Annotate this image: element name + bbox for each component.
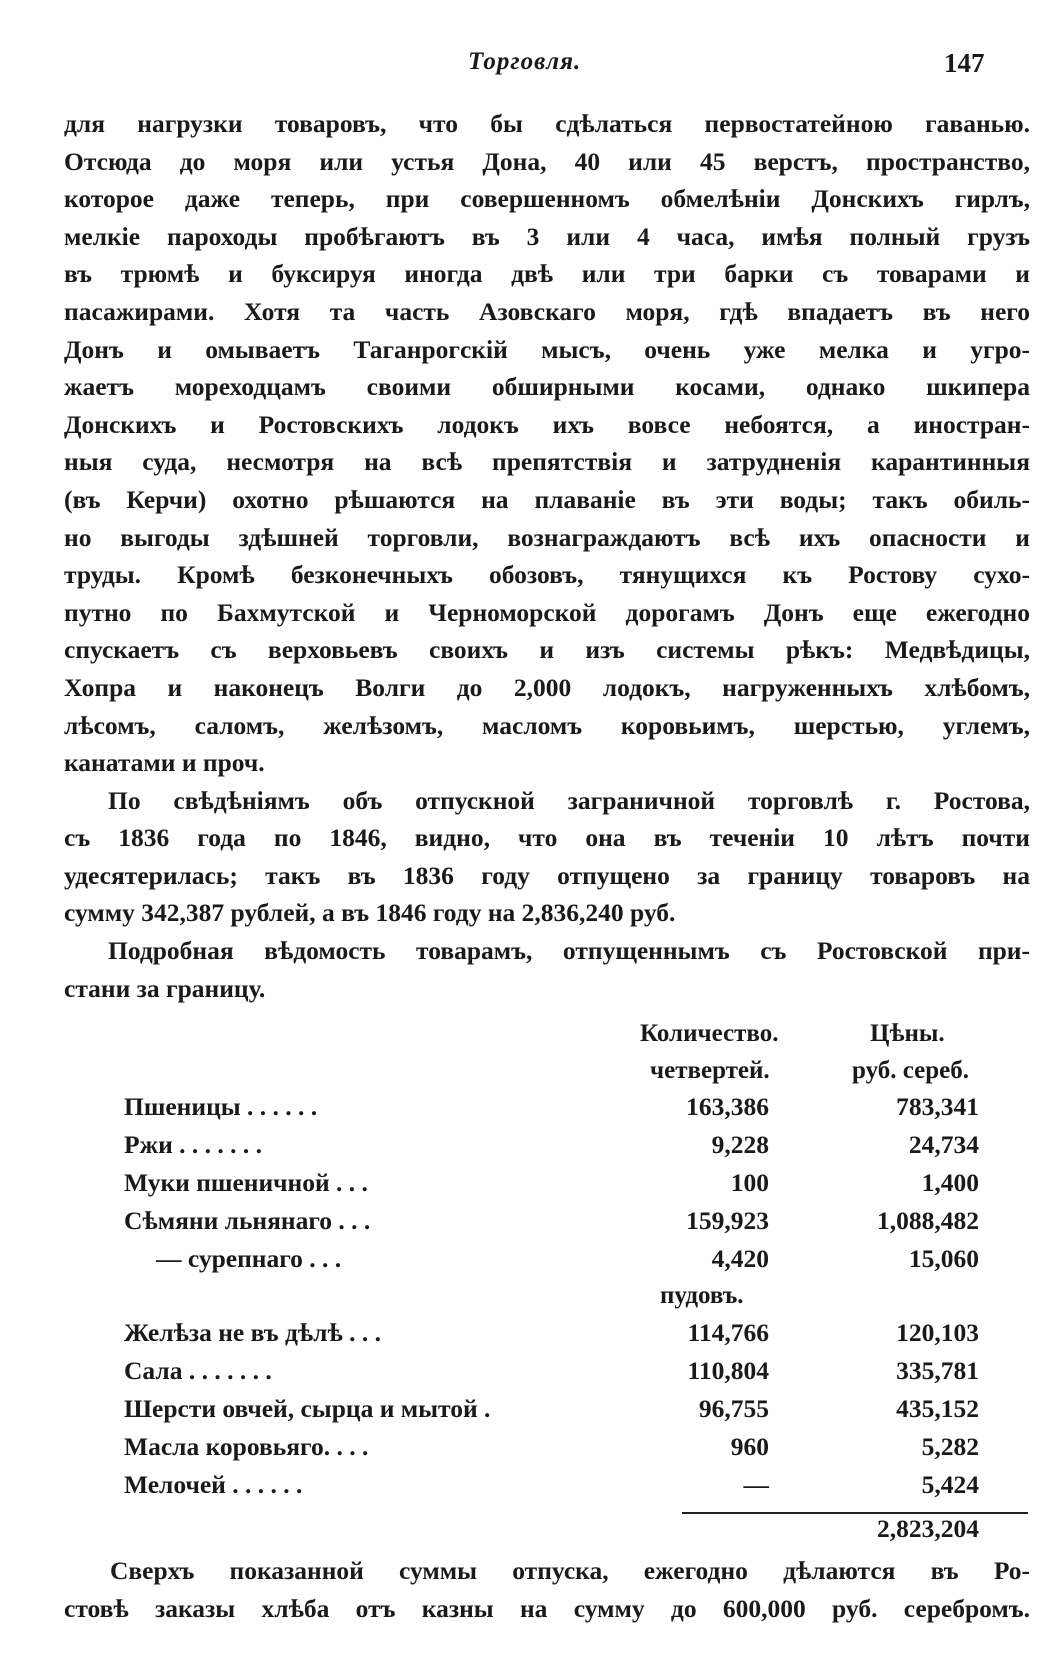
row-name: Сала . . . . . . . <box>124 1356 272 1385</box>
unit-subheader-row <box>0 1282 1061 1318</box>
text-line: канатами и проч. <box>64 748 265 778</box>
text-line: (въ Керчи) охотно рѣшаются на плаваніе въ эти воды; такъ обиль- <box>64 484 1030 514</box>
text-line: Сверхъ показанной суммы отпуска, ежегодно дѣлаются въ Ро- <box>110 1556 1030 1585</box>
row-price: 1,088,482 <box>877 1206 979 1235</box>
body-paragraphs <box>64 105 1030 1007</box>
text-line: ныя суда, несмотря на всѣ препятствія и затрудненія карантинныя <box>64 447 1030 477</box>
text-line: жаетъ мореходцамъ своими обширными косами, однако шкипера <box>64 372 1030 402</box>
qty-column-header: Количество. <box>640 1020 779 1047</box>
table-row <box>0 1356 1061 1394</box>
text-line: лѣсомъ, саломъ, желѣзомъ, масломъ коровьимъ, шерстью, углемъ, <box>64 710 1030 740</box>
text-line: удесятерилась; такъ въ 1836 году отпущено за границу товаровъ на <box>64 860 1030 890</box>
text-line: которое даже теперь, при совершенномъ обмелѣніи Донскихъ гирлъ, <box>64 184 1030 214</box>
row-qty: 110,804 <box>687 1356 769 1385</box>
table-row <box>0 1470 1061 1508</box>
goods-table <box>0 1092 1061 1508</box>
page-header <box>0 48 1061 88</box>
text-line: пасажирами. Хотя та часть Азовскаго моря, гдѣ впадаетъ въ него <box>64 296 1030 326</box>
text-line: путно по Бахмутской и Черноморской дорогамъ Донъ еще ежегодно <box>64 597 1030 627</box>
table-row <box>0 1432 1061 1470</box>
row-qty: 100 <box>730 1168 769 1197</box>
table-row <box>0 1318 1061 1356</box>
text-line: труды. Кромѣ безконечныхъ обозовъ, тянущихся къ Ростову сухо- <box>64 560 1030 590</box>
row-price: 435,152 <box>896 1394 979 1423</box>
table-row <box>0 1244 1061 1282</box>
row-qty: 163,386 <box>686 1092 769 1121</box>
row-name: Желѣза не въ дѣлѣ . . . <box>124 1318 382 1347</box>
row-qty: 96,755 <box>698 1394 769 1423</box>
text-line: стани за границу. <box>64 973 266 1003</box>
closing-paragraph <box>64 1552 1030 1627</box>
text-line: сумму 342,387 рублей, а въ 1846 году на 2,836,240 руб. <box>64 898 676 928</box>
page-number: 147 <box>944 48 985 78</box>
text-line: Подробная вѣдомость товарамъ, отпущеннымъ съ Ростовской при- <box>108 936 1030 966</box>
row-price: 15,060 <box>908 1244 979 1273</box>
row-qty: 960 <box>730 1432 769 1461</box>
row-price: 783,341 <box>896 1092 979 1121</box>
text-line: но выгоды здѣшней торговли, вознаграждаютъ всѣ ихъ опасности и <box>64 522 1030 552</box>
table-row <box>0 1092 1061 1130</box>
row-qty: 114,766 <box>687 1318 769 1347</box>
text-line: въ трюмѣ и буксируя иногда двѣ или три барки съ товарами и <box>64 259 1030 289</box>
text-line: По свѣдѣніямъ объ отпускной заграничной торговлѣ г. Ростова, <box>108 785 1030 815</box>
text-line: Донскихъ и Ростовскихъ лодокъ ихъ вовсе небоятся, а иностран- <box>64 409 1030 439</box>
running-title: Торговля. <box>468 48 582 75</box>
row-price: 24,734 <box>908 1130 979 1159</box>
text-line: стовѣ заказы хлѣба отъ казны на сумму до 600,000 руб. серебромъ. <box>64 1593 1030 1623</box>
row-name: Ржи . . . . . . . <box>124 1130 263 1159</box>
row-name: — сурепнаго . . . <box>156 1244 342 1273</box>
row-name: Муки пшеничной . . . <box>124 1168 368 1197</box>
row-name: Мелочей . . . . . . <box>124 1470 303 1499</box>
table-row <box>0 1206 1061 1244</box>
row-price: 120,103 <box>896 1318 979 1347</box>
table-row <box>0 1130 1061 1168</box>
row-qty: 159,923 <box>686 1206 769 1235</box>
row-price: 5,282 <box>921 1432 979 1461</box>
row-name: Масла коровьяго. . . . <box>124 1432 369 1461</box>
row-qty: — <box>743 1470 769 1499</box>
price-column-header: Цѣны. <box>870 1020 945 1047</box>
row-qty: 9,228 <box>711 1130 769 1159</box>
table-row <box>0 1394 1061 1432</box>
unit-subheader: пудовъ. <box>660 1282 744 1309</box>
text-line: Донъ и омываетъ Таганрогскій мысъ, очень уже мелка и угро- <box>64 334 1030 364</box>
text-line: мелкіе пароходы пробѣгаютъ въ 3 или 4 часа, имѣя полный грузъ <box>64 221 1030 251</box>
row-price: 335,781 <box>896 1356 979 1385</box>
text-line: для нагрузки товаровъ, что бы сдѣлаться первостатейною гаванью. <box>64 109 1030 138</box>
text-line: спускаетъ съ верховьевъ своихъ и изъ системы рѣкъ: Медвѣдицы, <box>64 635 1030 665</box>
row-name: Пшеницы . . . . . . <box>124 1092 318 1121</box>
row-name: Сѣмяни льнянаго . . . <box>124 1206 371 1235</box>
text-line: Хопра и наконецъ Волги до 2,000 лодокъ, нагруженныхъ хлѣбомъ, <box>64 672 1030 702</box>
row-qty: 4,420 <box>711 1244 769 1273</box>
row-price: 1,400 <box>921 1168 979 1197</box>
table-row <box>0 1168 1061 1206</box>
row-name: Шерсти овчей, сырца и мытой . <box>124 1394 491 1423</box>
qty-unit-header: четвертей. <box>650 1057 770 1084</box>
row-price: 5,424 <box>921 1470 979 1499</box>
price-unit-header: руб. сереб. <box>852 1057 969 1084</box>
table-total: 2,823,204 <box>877 1514 979 1543</box>
text-line: Отсюда до моря или устья Дона, 40 или 45 верстъ, пространство, <box>64 146 1030 176</box>
text-line: съ 1836 года по 1846, видно, что она въ теченіи 10 лѣтъ почти <box>64 823 1030 853</box>
